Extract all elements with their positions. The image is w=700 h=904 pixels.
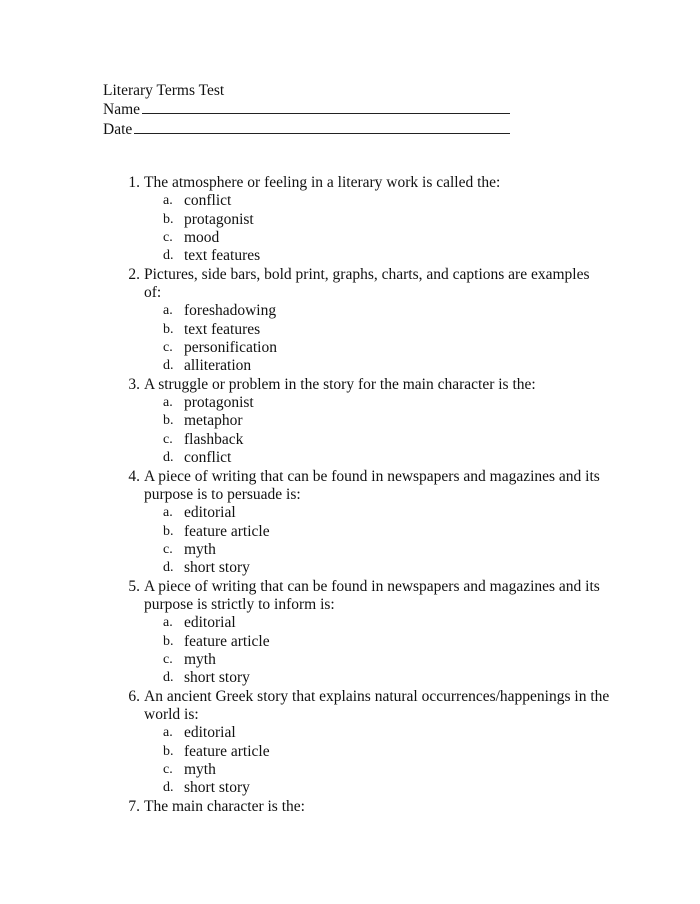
option-text: myth (184, 650, 216, 668)
answer-option (163, 247, 610, 265)
answer-options (144, 724, 610, 797)
option-letter: b. (163, 743, 174, 759)
option-letter: a. (163, 303, 173, 319)
answer-options (144, 504, 610, 577)
question-item (120, 468, 610, 578)
answer-option (163, 633, 610, 651)
answer-option (163, 614, 610, 632)
answer-options (144, 302, 610, 375)
answer-option (163, 541, 610, 559)
question-number: 6. (128, 687, 140, 705)
option-text: conflict (184, 449, 232, 467)
question-number: 5. (128, 577, 140, 595)
option-letter: d. (163, 248, 174, 264)
answer-option (163, 523, 610, 541)
question-number: 7. (128, 797, 140, 815)
option-text: editorial (184, 614, 236, 632)
option-text: protagonist (184, 210, 254, 228)
answer-option (163, 211, 610, 229)
question-item (120, 266, 610, 376)
option-letter: b. (163, 321, 174, 337)
option-text: feature article (184, 742, 270, 760)
option-letter: a. (163, 615, 173, 631)
question-text: An ancient Greek story that explains natural occurrences/happenings in the world is: (144, 687, 610, 723)
answer-option (163, 357, 610, 375)
option-text: conflict (184, 192, 232, 210)
test-header (103, 82, 510, 139)
option-text: foreshadowing (184, 302, 277, 320)
option-text: feature article (184, 632, 270, 650)
question-text: The atmosphere or feeling in a literary work is called the: (144, 174, 501, 191)
test-title (103, 82, 510, 100)
answer-option (163, 779, 610, 797)
answer-option (163, 192, 610, 210)
date-label: Date (103, 120, 133, 138)
answer-option (163, 724, 610, 742)
option-text: flashback (184, 430, 244, 448)
question-text: A piece of writing that can be found in newspapers and magazines and its purpose is strictly to inform is: (144, 577, 600, 613)
option-text: short story (184, 559, 250, 577)
answer-option (163, 394, 610, 412)
option-letter: c. (163, 230, 173, 246)
option-letter: a. (163, 725, 173, 741)
question-item (120, 174, 610, 266)
option-letter: c. (163, 651, 173, 667)
option-text: editorial (184, 724, 236, 742)
answer-option (163, 412, 610, 430)
option-text: personification (184, 339, 277, 357)
option-letter: d. (163, 358, 174, 374)
option-text: short story (184, 779, 250, 797)
question-item (120, 376, 610, 468)
option-text: text features (184, 320, 261, 338)
option-text: short story (184, 669, 250, 687)
answer-option (163, 504, 610, 522)
answer-option (163, 339, 610, 357)
answer-option (163, 743, 610, 761)
option-text: text features (184, 247, 261, 265)
option-letter: a. (163, 505, 173, 521)
option-letter: a. (163, 395, 173, 411)
question-number: 3. (128, 375, 140, 393)
name-blank-line (142, 100, 510, 114)
answer-option (163, 431, 610, 449)
question-number: 1. (128, 174, 140, 191)
answer-option (163, 229, 610, 247)
name-label: Name (103, 101, 141, 119)
question-list (120, 174, 610, 816)
question-text: The main character is the: (144, 797, 305, 815)
option-text: alliteration (184, 357, 252, 375)
option-text: metaphor (184, 412, 243, 430)
question-number: 4. (128, 467, 140, 485)
answer-options (144, 614, 610, 687)
option-letter: a. (163, 193, 173, 209)
answer-option (163, 302, 610, 320)
question-item (120, 798, 610, 816)
option-letter: c. (163, 340, 173, 356)
answer-options (144, 394, 610, 467)
option-text: feature article (184, 522, 270, 540)
question-item (120, 578, 610, 688)
date-row (103, 120, 510, 139)
test-title-text: Literary Terms Test (103, 82, 225, 99)
answer-option (163, 559, 610, 577)
option-text: myth (184, 761, 216, 778)
answer-option (163, 651, 610, 669)
answer-option (163, 761, 610, 779)
question-item (120, 688, 610, 798)
option-text: editorial (184, 504, 236, 522)
option-letter: d. (163, 670, 174, 686)
option-letter: b. (163, 413, 174, 429)
question-text: Pictures, side bars, bold print, graphs, charts, and captions are examples of: (144, 265, 590, 302)
option-letter: b. (163, 523, 174, 539)
option-letter: d. (163, 560, 174, 576)
question-number: 2. (128, 265, 140, 283)
option-letter: b. (163, 211, 174, 227)
option-letter: c. (163, 431, 173, 447)
option-text: mood (184, 229, 220, 247)
option-letter: c. (163, 762, 173, 777)
option-letter: b. (163, 633, 174, 649)
answer-option (163, 321, 610, 339)
option-letter: d. (163, 450, 174, 466)
question-text: A piece of writing that can be found in newspapers and magazines and its purpose is to persuade is: (144, 467, 600, 503)
option-letter: c. (163, 541, 173, 557)
option-letter: d. (163, 780, 174, 796)
answer-options (144, 192, 610, 265)
option-text: protagonist (184, 394, 254, 412)
answer-option (163, 669, 610, 687)
option-text: myth (184, 540, 216, 558)
answer-option (163, 449, 610, 467)
name-row (103, 100, 510, 119)
date-blank-line (134, 120, 510, 134)
question-text: A struggle or problem in the story for the main character is the: (144, 375, 536, 393)
